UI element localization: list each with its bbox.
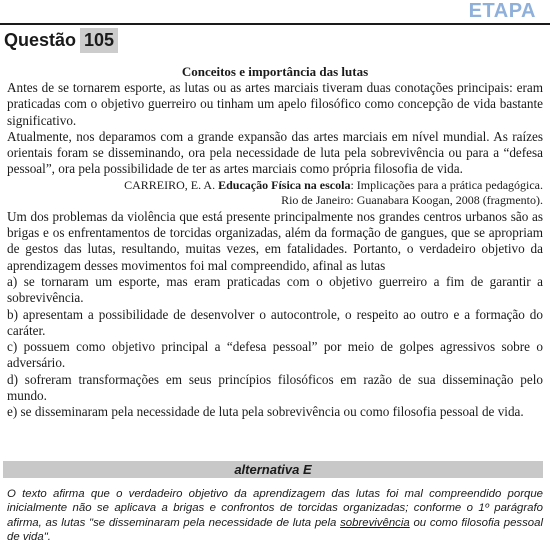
citation-rest: : Implicações para a prática pedagógica. [350,177,543,192]
paragraph-1: Antes de se tornarem esporte, as lutas ou as artes marciais tiveram duas conotações principais: eram praticadas com o objetivo guerreiro ou tinham um apelo filosófico como concepção de vida bastante significativo. [7,80,543,128]
citation-book: Educação Física na escola [218,177,351,192]
paragraph-2: Atualmente, nos deparamos com a grande expansão das artes marciais em nível mundial. As raízes orientais foram se disseminando, ora pela necessidade de luta pela sobrevivência ou para a “defesa pessoal”, ora pela possibilidade de ter as artes marciais como própria filosofia de vida. [7,128,543,177]
question-stem: Um dos problemas da violência que está presente principalmente nos grandes centros urbanos são as brigas e os enfrentamentos de torcidas organizadas, além da formação de gangues, que se apropriam de gestos das lutas, resultando, muitas vezes, em fatalidades. Portanto, o verdadeiro objetivo da aprendizagem desses movimentos foi mal compreendido, afinal as lutas [7,208,543,273]
option-b[interactable]: b) apresentam a possibilidade de desenvolver o autocontrole, o respeito ao outro e a formação do caráter. [7,306,543,338]
option-e[interactable]: e) se disseminaram pela necessidade de luta pela sobrevivência ou como filosofia pessoal de vida. [7,404,524,420]
question-label: Questão [4,30,77,50]
option-c[interactable]: c) possuem como objetivo principal a “defesa pessoal” por meio de golpes agressivos sobre o adversário. [7,339,543,371]
explanation-part1: O texto afirma que o verdadeiro objetivo da aprendizagem das lutas foi mal compreendido porque inicialmente não se aplicava a brigas e confrontos de torcidas organizadas; conforme o 1º parágrafo afirma, as lutas "se disseminaram pela necessidade de luta pela [7,488,543,529]
citation [7,178,543,209]
citation-author: CARREIRO, E. A. [124,177,219,192]
explanation-part2: ou como filosofia pessoal de vida". [7,516,543,544]
citation-line2: Rio de Janeiro: Guanabara Koogan, 2008 (fragmento). [281,193,543,208]
answer-banner: alternativa E [3,461,543,478]
option-d[interactable]: d) sofreram transformações em seus princípios filosóficos em razão de sua disseminação pelo mundo. [7,371,543,404]
question-number: 105 [80,28,118,53]
header-rule [0,23,550,25]
text-title: Conceitos e importância das lutas [181,64,369,79]
question-header [4,28,118,53]
question-body [7,80,543,421]
explanation-underlined: sobrevivência [340,516,410,529]
answer-explanation [7,487,543,545]
option-a[interactable]: a) se tornaram um esporte, mas eram praticadas com o objetivo guerreiro a fim de garantir a sobrevivência. [7,273,543,306]
brand-logo: ETAPA [468,0,536,22]
